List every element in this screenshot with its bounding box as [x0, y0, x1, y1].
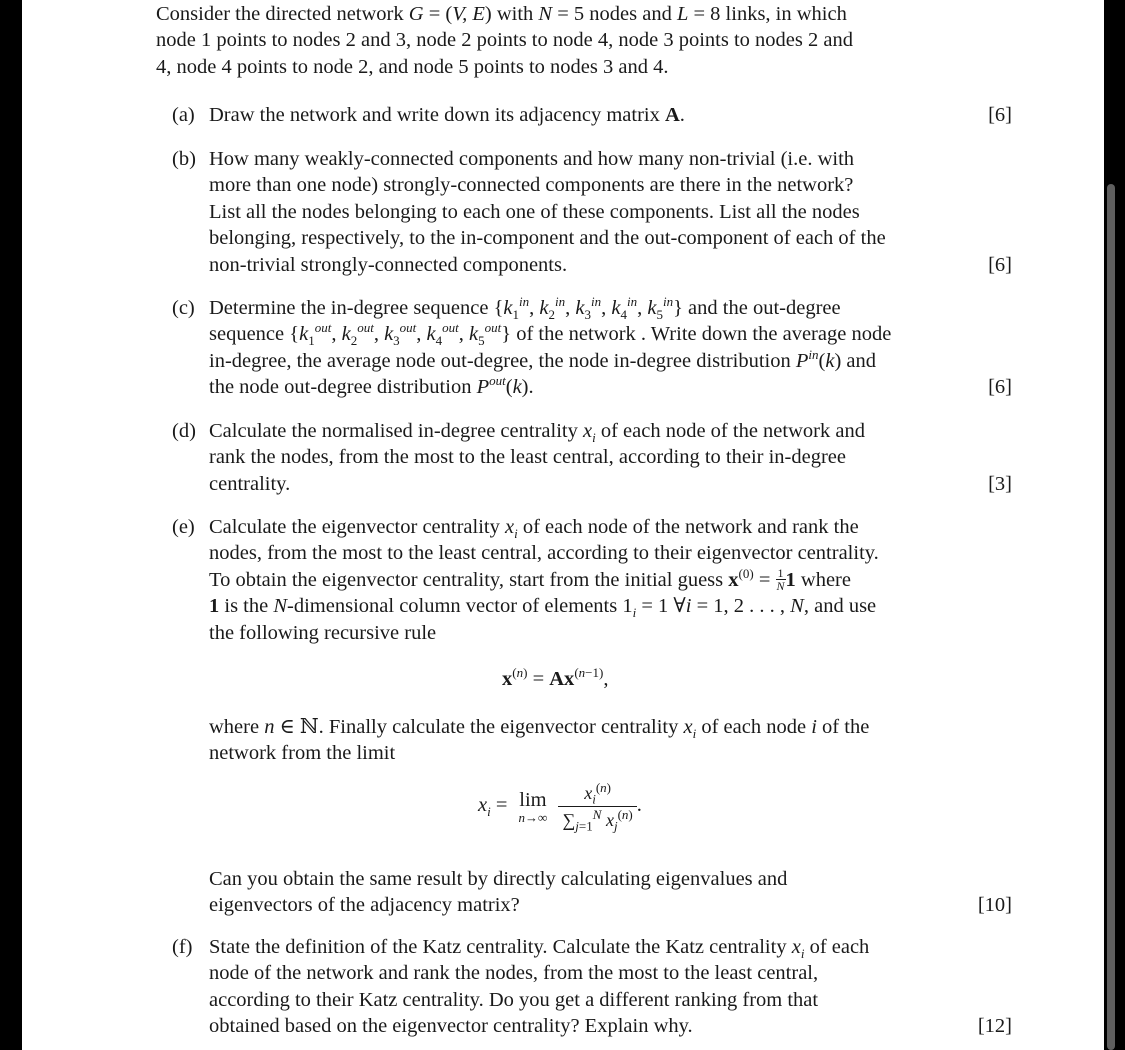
part-a-label: (a)	[172, 104, 195, 126]
part-b	[172, 146, 1012, 280]
part-b-body	[209, 146, 886, 278]
part-b-line-3: List all the nodes belonging to each one of these components. List all the nodes	[209, 200, 860, 223]
part-e-line-2: nodes, from the most to the least central, according to their eigenvector centrality.	[209, 542, 879, 565]
part-e-label: (e)	[172, 516, 195, 538]
part-e	[172, 514, 1012, 924]
intro-line-1: Consider the directed network G = (V, E) with N = 5 nodes and L = 8 links, in which	[156, 3, 847, 25]
part-c-line-2: sequence {$k_1^{out}$, $k_2^{out}$, $k_3^{out}$, $k_4^{out}$, $k_5^{out}$} of the network . Write down the average node	[209, 320, 892, 349]
part-c	[172, 295, 1012, 403]
part-d-line-3: centrality.	[209, 472, 291, 495]
part-f-label: (f)	[172, 936, 193, 958]
part-e-line-1: Calculate the eigenvector centrality $x_i$ of each node of the network and rank the	[209, 516, 859, 542]
part-c-body	[209, 295, 891, 401]
part-b-label: (b)	[172, 148, 196, 170]
recursive-rule-equation: $x^{(n)} = Ax^{(n-1)}$,	[502, 665, 609, 690]
part-f-line-2: node of the network and rank the nodes, from the most to the least central,	[209, 962, 819, 985]
part-c-line-3: in-degree, the average node out-degree, the node in-degree distribution $P^{in}(k)$ and	[209, 346, 877, 372]
part-f-line-1: State the definition of the Katz centrality. Calculate the Katz centrality $x_i$ of each	[209, 936, 870, 962]
part-e-line-9: eigenvectors of the adjacency matrix?	[209, 894, 520, 917]
part-a-body	[209, 102, 685, 128]
part-c-marks: [6]	[988, 376, 1012, 399]
part-f	[172, 934, 1012, 1042]
part-f-line-3: according to their Katz centrality. Do you get a different ranking from that	[209, 988, 819, 1011]
part-e-line-5: the following recursive rule	[209, 621, 437, 644]
part-b-marks: [6]	[988, 253, 1012, 276]
part-f-line-4: obtained based on the eigenvector centrality? Explain why.	[209, 1015, 693, 1038]
part-e-marks: [10]	[977, 894, 1012, 917]
part-e-body-2	[209, 714, 869, 767]
part-e-body	[209, 514, 879, 646]
scrollbar-thumb[interactable]	[1107, 184, 1115, 1050]
part-a	[172, 102, 1012, 129]
part-e-line-8: Can you obtain the same result by directly calculating eigenvalues and	[209, 868, 788, 890]
part-d-line-2: rank the nodes, from the most to the least central, according to their in-degree	[209, 446, 846, 469]
part-e-line-6: where n ∈ ℕ. Finally calculate the eigenvector centrality $x_i$ of each node i of the	[209, 716, 870, 742]
limit-operator: lim n→∞	[518, 788, 548, 825]
part-e-body-3	[209, 866, 787, 919]
part-e-line-4: 1 is the N-dimensional column vector of elements $1_i = 1$ ∀i = 1, 2 . . . , N, and use	[209, 595, 877, 621]
part-e-line-3: To obtain the eigenvector centrality, start from the initial guess $x^{(0)}$ = $\frac{1}{N}$ 1 where	[209, 565, 851, 593]
part-b-line-4: belonging, respectively, to the in-component and the out-component of each of the	[209, 227, 886, 250]
part-d	[172, 418, 1012, 500]
intro-line-2: node 1 points to nodes 2 and 3, node 2 points to node 4, node 3 points to nodes 2 and	[156, 29, 853, 52]
part-e-line-7: network from the limit	[209, 742, 396, 765]
part-d-label: (d)	[172, 420, 196, 442]
part-a-line-1: Draw the network and write down its adjacency matrix A.	[209, 104, 685, 126]
part-b-line-2: more than one node) strongly-connected components are there in the network?	[209, 174, 854, 197]
intro-paragraph	[156, 1, 853, 80]
part-a-marks: [6]	[988, 104, 1012, 126]
part-d-line-1: Calculate the normalised in-degree centrality $x_i$ of each node of the network and	[209, 420, 865, 446]
part-d-marks: [3]	[988, 472, 1012, 495]
part-f-marks: [12]	[977, 1015, 1012, 1038]
part-c-label: (c)	[172, 297, 195, 319]
part-d-body	[209, 418, 865, 497]
part-b-line-5: non-trivial strongly-connected components.	[209, 253, 568, 276]
intro-line-3: 4, node 4 points to node 2, and node 5 points to nodes 3 and 4.	[156, 55, 669, 78]
part-c-line-1: Determine the in-degree sequence {$k_1^{in}$, $k_2^{in}$, $k_3^{in}$, $k_4^{in}$, $k_5^{in}$} and the out-degree	[209, 294, 841, 323]
part-b-line-1: How many weakly-connected components and how many non-trivial (i.e. with	[209, 148, 855, 170]
limit-fraction: $\frac{x_i^{(n)}}{\sum_{j=1}^N x_j^{(n)}}$	[558, 782, 636, 831]
limit-equation: $x_i$ = lim n→∞ $\frac{x_i^{(n)}}{\sum_{j=1}^N x_j^{(n)}}$ .	[478, 780, 642, 834]
part-f-body	[209, 934, 869, 1040]
part-c-line-4: the node out-degree distribution $P^{out}(k)$.	[209, 373, 534, 399]
